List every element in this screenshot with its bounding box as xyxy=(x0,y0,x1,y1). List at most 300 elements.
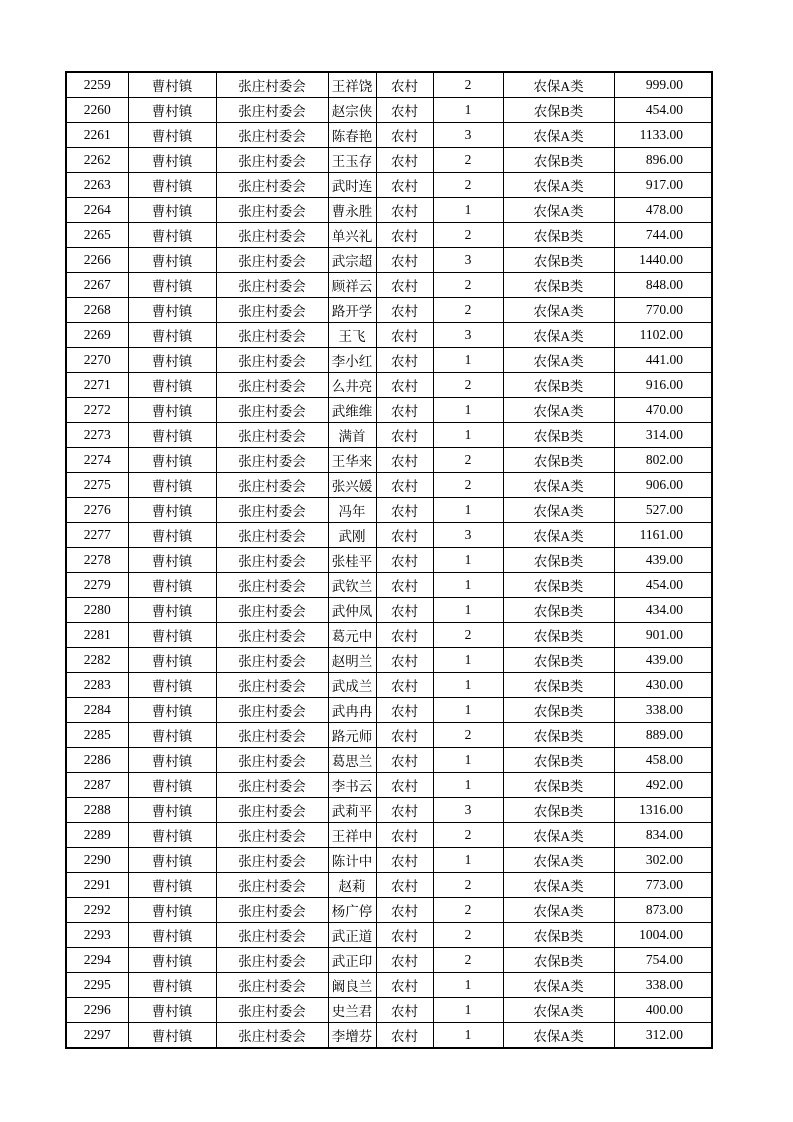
town-cell: 曹村镇 xyxy=(128,273,216,298)
insurance-category-cell: 农保A类 xyxy=(503,198,614,223)
insurance-category-cell: 农保B类 xyxy=(503,273,614,298)
serial-cell: 2270 xyxy=(66,348,128,373)
village-cell: 张庄村委会 xyxy=(216,823,328,848)
table-row xyxy=(66,1023,712,1049)
table-row xyxy=(66,223,712,248)
insurance-category-cell: 农保A类 xyxy=(503,873,614,898)
person-name-cell: 武钦兰 xyxy=(328,573,376,598)
residence-type-cell: 农村 xyxy=(376,873,433,898)
amount-cell: 848.00 xyxy=(614,273,712,298)
town-cell: 曹村镇 xyxy=(128,548,216,573)
amount-cell: 1004.00 xyxy=(614,923,712,948)
person-name-cell: 武冉冉 xyxy=(328,698,376,723)
village-cell: 张庄村委会 xyxy=(216,1023,328,1049)
town-cell: 曹村镇 xyxy=(128,723,216,748)
amount-cell: 1102.00 xyxy=(614,323,712,348)
town-cell: 曹村镇 xyxy=(128,423,216,448)
village-cell: 张庄村委会 xyxy=(216,123,328,148)
serial-cell: 2290 xyxy=(66,848,128,873)
amount-cell: 454.00 xyxy=(614,98,712,123)
table-row xyxy=(66,123,712,148)
residence-type-cell: 农村 xyxy=(376,848,433,873)
person-name-cell: 赵明兰 xyxy=(328,648,376,673)
residence-type-cell: 农村 xyxy=(376,673,433,698)
person-name-cell: 曹永胜 xyxy=(328,198,376,223)
headcount-cell: 2 xyxy=(433,623,503,648)
serial-cell: 2287 xyxy=(66,773,128,798)
town-cell: 曹村镇 xyxy=(128,248,216,273)
village-cell: 张庄村委会 xyxy=(216,423,328,448)
insurance-category-cell: 农保A类 xyxy=(503,348,614,373)
amount-cell: 896.00 xyxy=(614,148,712,173)
serial-cell: 2259 xyxy=(66,72,128,98)
town-cell: 曹村镇 xyxy=(128,973,216,998)
serial-cell: 2276 xyxy=(66,498,128,523)
person-name-cell: 么井亮 xyxy=(328,373,376,398)
village-cell: 张庄村委会 xyxy=(216,973,328,998)
amount-cell: 439.00 xyxy=(614,548,712,573)
amount-cell: 470.00 xyxy=(614,398,712,423)
amount-cell: 434.00 xyxy=(614,598,712,623)
serial-cell: 2297 xyxy=(66,1023,128,1049)
town-cell: 曹村镇 xyxy=(128,473,216,498)
headcount-cell: 2 xyxy=(433,72,503,98)
residence-type-cell: 农村 xyxy=(376,348,433,373)
residence-type-cell: 农村 xyxy=(376,72,433,98)
serial-cell: 2283 xyxy=(66,673,128,698)
serial-cell: 2261 xyxy=(66,123,128,148)
village-cell: 张庄村委会 xyxy=(216,273,328,298)
amount-cell: 901.00 xyxy=(614,623,712,648)
village-cell: 张庄村委会 xyxy=(216,223,328,248)
village-cell: 张庄村委会 xyxy=(216,623,328,648)
insurance-category-cell: 农保B类 xyxy=(503,648,614,673)
residence-type-cell: 农村 xyxy=(376,523,433,548)
headcount-cell: 1 xyxy=(433,1023,503,1049)
residence-type-cell: 农村 xyxy=(376,498,433,523)
serial-cell: 2289 xyxy=(66,823,128,848)
person-name-cell: 葛思兰 xyxy=(328,748,376,773)
insurance-category-cell: 农保B类 xyxy=(503,573,614,598)
headcount-cell: 3 xyxy=(433,798,503,823)
residence-type-cell: 农村 xyxy=(376,648,433,673)
person-name-cell: 王飞 xyxy=(328,323,376,348)
table-row xyxy=(66,648,712,673)
insurance-category-cell: 农保A类 xyxy=(503,848,614,873)
amount-cell: 338.00 xyxy=(614,698,712,723)
amount-cell: 754.00 xyxy=(614,948,712,973)
table-row xyxy=(66,673,712,698)
table-row xyxy=(66,373,712,398)
headcount-cell: 2 xyxy=(433,273,503,298)
person-name-cell: 武宗超 xyxy=(328,248,376,273)
amount-cell: 770.00 xyxy=(614,298,712,323)
residence-type-cell: 农村 xyxy=(376,98,433,123)
residence-type-cell: 农村 xyxy=(376,423,433,448)
serial-cell: 2278 xyxy=(66,548,128,573)
table-row xyxy=(66,248,712,273)
amount-cell: 873.00 xyxy=(614,898,712,923)
headcount-cell: 2 xyxy=(433,898,503,923)
residence-type-cell: 农村 xyxy=(376,398,433,423)
amount-cell: 1133.00 xyxy=(614,123,712,148)
person-name-cell: 史兰君 xyxy=(328,998,376,1023)
person-name-cell: 武成兰 xyxy=(328,673,376,698)
amount-cell: 314.00 xyxy=(614,423,712,448)
headcount-cell: 1 xyxy=(433,573,503,598)
insurance-category-cell: 农保A类 xyxy=(503,473,614,498)
serial-cell: 2285 xyxy=(66,723,128,748)
person-name-cell: 顾祥云 xyxy=(328,273,376,298)
serial-cell: 2264 xyxy=(66,198,128,223)
headcount-cell: 1 xyxy=(433,198,503,223)
headcount-cell: 1 xyxy=(433,998,503,1023)
serial-cell: 2267 xyxy=(66,273,128,298)
headcount-cell: 1 xyxy=(433,748,503,773)
insurance-category-cell: 农保A类 xyxy=(503,523,614,548)
residence-type-cell: 农村 xyxy=(376,273,433,298)
village-cell: 张庄村委会 xyxy=(216,548,328,573)
town-cell: 曹村镇 xyxy=(128,223,216,248)
serial-cell: 2263 xyxy=(66,173,128,198)
village-cell: 张庄村委会 xyxy=(216,473,328,498)
town-cell: 曹村镇 xyxy=(128,1023,216,1049)
headcount-cell: 1 xyxy=(433,98,503,123)
insurance-category-cell: 农保B类 xyxy=(503,423,614,448)
serial-cell: 2296 xyxy=(66,998,128,1023)
person-name-cell: 路开学 xyxy=(328,298,376,323)
amount-cell: 439.00 xyxy=(614,648,712,673)
village-cell: 张庄村委会 xyxy=(216,998,328,1023)
serial-cell: 2279 xyxy=(66,573,128,598)
table-row xyxy=(66,72,712,98)
insurance-category-cell: 农保B类 xyxy=(503,923,614,948)
person-name-cell: 武维维 xyxy=(328,398,376,423)
person-name-cell: 葛元中 xyxy=(328,623,376,648)
insurance-category-cell: 农保A类 xyxy=(503,173,614,198)
person-name-cell: 阚良兰 xyxy=(328,973,376,998)
insurance-category-cell: 农保B类 xyxy=(503,448,614,473)
amount-cell: 1440.00 xyxy=(614,248,712,273)
person-name-cell: 李增芬 xyxy=(328,1023,376,1049)
person-name-cell: 陈春艳 xyxy=(328,123,376,148)
amount-cell: 916.00 xyxy=(614,373,712,398)
table-body xyxy=(66,72,712,1048)
amount-cell: 744.00 xyxy=(614,223,712,248)
town-cell: 曹村镇 xyxy=(128,373,216,398)
table-row xyxy=(66,723,712,748)
headcount-cell: 1 xyxy=(433,848,503,873)
table-row xyxy=(66,623,712,648)
table-row xyxy=(66,873,712,898)
person-name-cell: 王玉存 xyxy=(328,148,376,173)
table-row xyxy=(66,598,712,623)
town-cell: 曹村镇 xyxy=(128,298,216,323)
headcount-cell: 2 xyxy=(433,223,503,248)
residence-type-cell: 农村 xyxy=(376,573,433,598)
residence-type-cell: 农村 xyxy=(376,698,433,723)
town-cell: 曹村镇 xyxy=(128,573,216,598)
amount-cell: 478.00 xyxy=(614,198,712,223)
person-name-cell: 张桂平 xyxy=(328,548,376,573)
village-cell: 张庄村委会 xyxy=(216,523,328,548)
table-row xyxy=(66,98,712,123)
headcount-cell: 3 xyxy=(433,123,503,148)
table-row xyxy=(66,973,712,998)
headcount-cell: 1 xyxy=(433,598,503,623)
headcount-cell: 1 xyxy=(433,673,503,698)
village-cell: 张庄村委会 xyxy=(216,498,328,523)
table-row xyxy=(66,148,712,173)
residence-type-cell: 农村 xyxy=(376,598,433,623)
pension-roster-table xyxy=(65,71,713,1049)
residence-type-cell: 农村 xyxy=(376,823,433,848)
village-cell: 张庄村委会 xyxy=(216,798,328,823)
amount-cell: 1316.00 xyxy=(614,798,712,823)
serial-cell: 2282 xyxy=(66,648,128,673)
residence-type-cell: 农村 xyxy=(376,998,433,1023)
table-row xyxy=(66,298,712,323)
village-cell: 张庄村委会 xyxy=(216,72,328,98)
town-cell: 曹村镇 xyxy=(128,823,216,848)
village-cell: 张庄村委会 xyxy=(216,448,328,473)
amount-cell: 527.00 xyxy=(614,498,712,523)
insurance-category-cell: 农保B类 xyxy=(503,548,614,573)
person-name-cell: 武仲凤 xyxy=(328,598,376,623)
village-cell: 张庄村委会 xyxy=(216,323,328,348)
insurance-category-cell: 农保B类 xyxy=(503,798,614,823)
amount-cell: 889.00 xyxy=(614,723,712,748)
table-row xyxy=(66,748,712,773)
insurance-category-cell: 农保B类 xyxy=(503,98,614,123)
insurance-category-cell: 农保A类 xyxy=(503,973,614,998)
table-row xyxy=(66,923,712,948)
amount-cell: 999.00 xyxy=(614,72,712,98)
serial-cell: 2272 xyxy=(66,398,128,423)
town-cell: 曹村镇 xyxy=(128,773,216,798)
person-name-cell: 陈计中 xyxy=(328,848,376,873)
village-cell: 张庄村委会 xyxy=(216,698,328,723)
village-cell: 张庄村委会 xyxy=(216,198,328,223)
amount-cell: 492.00 xyxy=(614,773,712,798)
town-cell: 曹村镇 xyxy=(128,948,216,973)
insurance-category-cell: 农保B类 xyxy=(503,773,614,798)
amount-cell: 441.00 xyxy=(614,348,712,373)
village-cell: 张庄村委会 xyxy=(216,348,328,373)
table-row xyxy=(66,948,712,973)
town-cell: 曹村镇 xyxy=(128,173,216,198)
insurance-category-cell: 农保B类 xyxy=(503,373,614,398)
serial-cell: 2294 xyxy=(66,948,128,973)
residence-type-cell: 农村 xyxy=(376,948,433,973)
residence-type-cell: 农村 xyxy=(376,248,433,273)
town-cell: 曹村镇 xyxy=(128,798,216,823)
residence-type-cell: 农村 xyxy=(376,173,433,198)
village-cell: 张庄村委会 xyxy=(216,373,328,398)
insurance-category-cell: 农保B类 xyxy=(503,748,614,773)
insurance-category-cell: 农保B类 xyxy=(503,698,614,723)
village-cell: 张庄村委会 xyxy=(216,898,328,923)
village-cell: 张庄村委会 xyxy=(216,948,328,973)
headcount-cell: 2 xyxy=(433,148,503,173)
village-cell: 张庄村委会 xyxy=(216,748,328,773)
headcount-cell: 1 xyxy=(433,973,503,998)
amount-cell: 458.00 xyxy=(614,748,712,773)
person-name-cell: 武莉平 xyxy=(328,798,376,823)
town-cell: 曹村镇 xyxy=(128,448,216,473)
table-row xyxy=(66,498,712,523)
table-row xyxy=(66,848,712,873)
person-name-cell: 武正道 xyxy=(328,923,376,948)
village-cell: 张庄村委会 xyxy=(216,398,328,423)
serial-cell: 2288 xyxy=(66,798,128,823)
town-cell: 曹村镇 xyxy=(128,348,216,373)
table-row xyxy=(66,898,712,923)
headcount-cell: 2 xyxy=(433,823,503,848)
residence-type-cell: 农村 xyxy=(376,323,433,348)
town-cell: 曹村镇 xyxy=(128,148,216,173)
person-name-cell: 王祥饶 xyxy=(328,72,376,98)
headcount-cell: 2 xyxy=(433,173,503,198)
insurance-category-cell: 农保B类 xyxy=(503,673,614,698)
insurance-category-cell: 农保B类 xyxy=(503,723,614,748)
table-row xyxy=(66,523,712,548)
insurance-category-cell: 农保A类 xyxy=(503,123,614,148)
serial-cell: 2269 xyxy=(66,323,128,348)
insurance-category-cell: 农保A类 xyxy=(503,72,614,98)
village-cell: 张庄村委会 xyxy=(216,873,328,898)
town-cell: 曹村镇 xyxy=(128,398,216,423)
village-cell: 张庄村委会 xyxy=(216,773,328,798)
town-cell: 曹村镇 xyxy=(128,498,216,523)
town-cell: 曹村镇 xyxy=(128,523,216,548)
table-row xyxy=(66,698,712,723)
serial-cell: 2274 xyxy=(66,448,128,473)
table-row xyxy=(66,548,712,573)
serial-cell: 2280 xyxy=(66,598,128,623)
residence-type-cell: 农村 xyxy=(376,898,433,923)
residence-type-cell: 农村 xyxy=(376,773,433,798)
insurance-category-cell: 农保B类 xyxy=(503,598,614,623)
table-row xyxy=(66,398,712,423)
town-cell: 曹村镇 xyxy=(128,598,216,623)
town-cell: 曹村镇 xyxy=(128,648,216,673)
town-cell: 曹村镇 xyxy=(128,923,216,948)
town-cell: 曹村镇 xyxy=(128,898,216,923)
headcount-cell: 2 xyxy=(433,298,503,323)
town-cell: 曹村镇 xyxy=(128,748,216,773)
village-cell: 张庄村委会 xyxy=(216,723,328,748)
table-row xyxy=(66,573,712,598)
person-name-cell: 武时连 xyxy=(328,173,376,198)
residence-type-cell: 农村 xyxy=(376,298,433,323)
table-row xyxy=(66,798,712,823)
person-name-cell: 路元师 xyxy=(328,723,376,748)
residence-type-cell: 农村 xyxy=(376,623,433,648)
serial-cell: 2292 xyxy=(66,898,128,923)
headcount-cell: 2 xyxy=(433,923,503,948)
insurance-category-cell: 农保A类 xyxy=(503,498,614,523)
headcount-cell: 1 xyxy=(433,348,503,373)
person-name-cell: 单兴礼 xyxy=(328,223,376,248)
headcount-cell: 1 xyxy=(433,498,503,523)
amount-cell: 400.00 xyxy=(614,998,712,1023)
serial-cell: 2273 xyxy=(66,423,128,448)
residence-type-cell: 农村 xyxy=(376,748,433,773)
town-cell: 曹村镇 xyxy=(128,873,216,898)
amount-cell: 430.00 xyxy=(614,673,712,698)
village-cell: 张庄村委会 xyxy=(216,648,328,673)
headcount-cell: 1 xyxy=(433,423,503,448)
person-name-cell: 满首 xyxy=(328,423,376,448)
serial-cell: 2295 xyxy=(66,973,128,998)
headcount-cell: 2 xyxy=(433,873,503,898)
headcount-cell: 1 xyxy=(433,773,503,798)
serial-cell: 2275 xyxy=(66,473,128,498)
serial-cell: 2284 xyxy=(66,698,128,723)
headcount-cell: 1 xyxy=(433,698,503,723)
village-cell: 张庄村委会 xyxy=(216,848,328,873)
table-row xyxy=(66,448,712,473)
headcount-cell: 1 xyxy=(433,398,503,423)
headcount-cell: 2 xyxy=(433,448,503,473)
amount-cell: 338.00 xyxy=(614,973,712,998)
amount-cell: 802.00 xyxy=(614,448,712,473)
insurance-category-cell: 农保A类 xyxy=(503,998,614,1023)
town-cell: 曹村镇 xyxy=(128,198,216,223)
table-row xyxy=(66,473,712,498)
serial-cell: 2268 xyxy=(66,298,128,323)
table-row xyxy=(66,323,712,348)
serial-cell: 2266 xyxy=(66,248,128,273)
residence-type-cell: 农村 xyxy=(376,723,433,748)
village-cell: 张庄村委会 xyxy=(216,173,328,198)
residence-type-cell: 农村 xyxy=(376,973,433,998)
headcount-cell: 3 xyxy=(433,248,503,273)
headcount-cell: 1 xyxy=(433,648,503,673)
residence-type-cell: 农村 xyxy=(376,448,433,473)
village-cell: 张庄村委会 xyxy=(216,923,328,948)
table-row xyxy=(66,998,712,1023)
village-cell: 张庄村委会 xyxy=(216,98,328,123)
insurance-category-cell: 农保A类 xyxy=(503,323,614,348)
insurance-category-cell: 农保B类 xyxy=(503,248,614,273)
town-cell: 曹村镇 xyxy=(128,673,216,698)
amount-cell: 302.00 xyxy=(614,848,712,873)
town-cell: 曹村镇 xyxy=(128,998,216,1023)
insurance-category-cell: 农保A类 xyxy=(503,898,614,923)
residence-type-cell: 农村 xyxy=(376,548,433,573)
table-row xyxy=(66,823,712,848)
person-name-cell: 王华来 xyxy=(328,448,376,473)
amount-cell: 917.00 xyxy=(614,173,712,198)
town-cell: 曹村镇 xyxy=(128,698,216,723)
residence-type-cell: 农村 xyxy=(376,923,433,948)
person-name-cell: 王祥中 xyxy=(328,823,376,848)
amount-cell: 773.00 xyxy=(614,873,712,898)
residence-type-cell: 农村 xyxy=(376,1023,433,1049)
insurance-category-cell: 农保A类 xyxy=(503,398,614,423)
insurance-category-cell: 农保B类 xyxy=(503,148,614,173)
town-cell: 曹村镇 xyxy=(128,623,216,648)
village-cell: 张庄村委会 xyxy=(216,673,328,698)
village-cell: 张庄村委会 xyxy=(216,598,328,623)
serial-cell: 2260 xyxy=(66,98,128,123)
serial-cell: 2265 xyxy=(66,223,128,248)
table-row xyxy=(66,273,712,298)
table-row xyxy=(66,173,712,198)
village-cell: 张庄村委会 xyxy=(216,573,328,598)
